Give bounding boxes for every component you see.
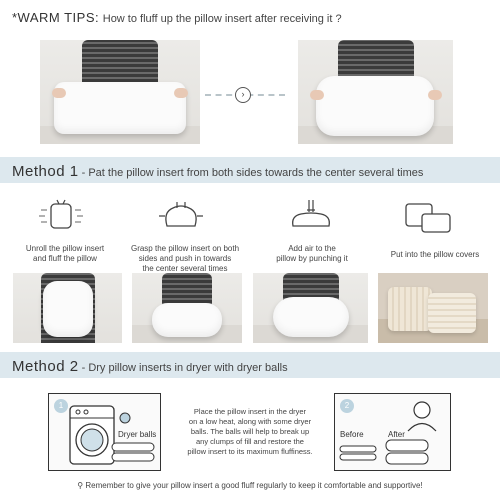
after-label: After	[388, 430, 405, 439]
dryer-balls-label: Dryer balls	[118, 430, 157, 439]
pillow-shake-icon	[33, 196, 89, 236]
flat-pillow-icon	[338, 442, 378, 462]
pillow-punch-icon	[283, 196, 339, 236]
step4-caption: Put into the pillow covers	[390, 250, 480, 259]
method1-title: Method 1 - Pat the pillow insert from both sides towards the center several times	[12, 163, 424, 180]
photo-pillow-covers	[378, 273, 488, 343]
arrow-right-icon: ›	[235, 87, 251, 103]
method1-description: Pat the pillow insert from both sides towards the center several times	[88, 167, 424, 179]
footer-note	[0, 481, 500, 490]
lightbulb-icon: ⚲	[77, 481, 84, 490]
step1-caption: Unroll the pillow insert and fluff the pillow	[25, 244, 105, 263]
warm-tips-question: How to fluff up the pillow insert after receiving it ?	[102, 13, 342, 25]
step2-caption: Grasp the pillow insert on both sides and push in towards the center several times	[130, 244, 240, 273]
step1-badge: 1	[54, 399, 68, 413]
method2-description: Dry pillow inserts in dryer with dryer balls	[88, 362, 288, 374]
fluffy-pillow-icon	[384, 438, 430, 466]
dryer-instructions: Place the pillow insert in the dryer on a low heat, along with some dryer balls. The balls will help to break up any clumps of fill and restore the pillow insert to its maximum fluffiness.	[187, 407, 313, 456]
photo-punch-pillow	[253, 273, 368, 343]
step3-caption: Add air to the pillow by punching it	[276, 244, 348, 263]
pillow-squeeze-icon	[153, 196, 209, 236]
warm-tips-heading	[12, 10, 342, 25]
method2-label: Method 2	[12, 358, 79, 375]
step2-badge: 2	[340, 399, 354, 413]
pillow-stack-icon	[110, 441, 156, 463]
photo-squeeze-pillow	[132, 273, 242, 343]
photo-unroll-pillow	[13, 273, 122, 343]
footer-text: Remember to give your pillow insert a good fluff regularly to keep it comfortable and supportive!	[85, 481, 423, 490]
warm-tips-tag: *WARM TIPS:	[12, 10, 100, 25]
method2-title: Method 2 - Dry pillow inserts in dryer with dryer balls	[12, 358, 288, 375]
photo-flat-pillow	[40, 40, 200, 144]
person-icon	[405, 398, 439, 432]
method1-label: Method 1	[12, 163, 79, 180]
photo-fluffed-pillow	[298, 40, 453, 144]
pillow-cover-icon	[400, 196, 456, 236]
dryer-ball-icon	[118, 411, 132, 425]
before-label: Before	[340, 430, 364, 439]
